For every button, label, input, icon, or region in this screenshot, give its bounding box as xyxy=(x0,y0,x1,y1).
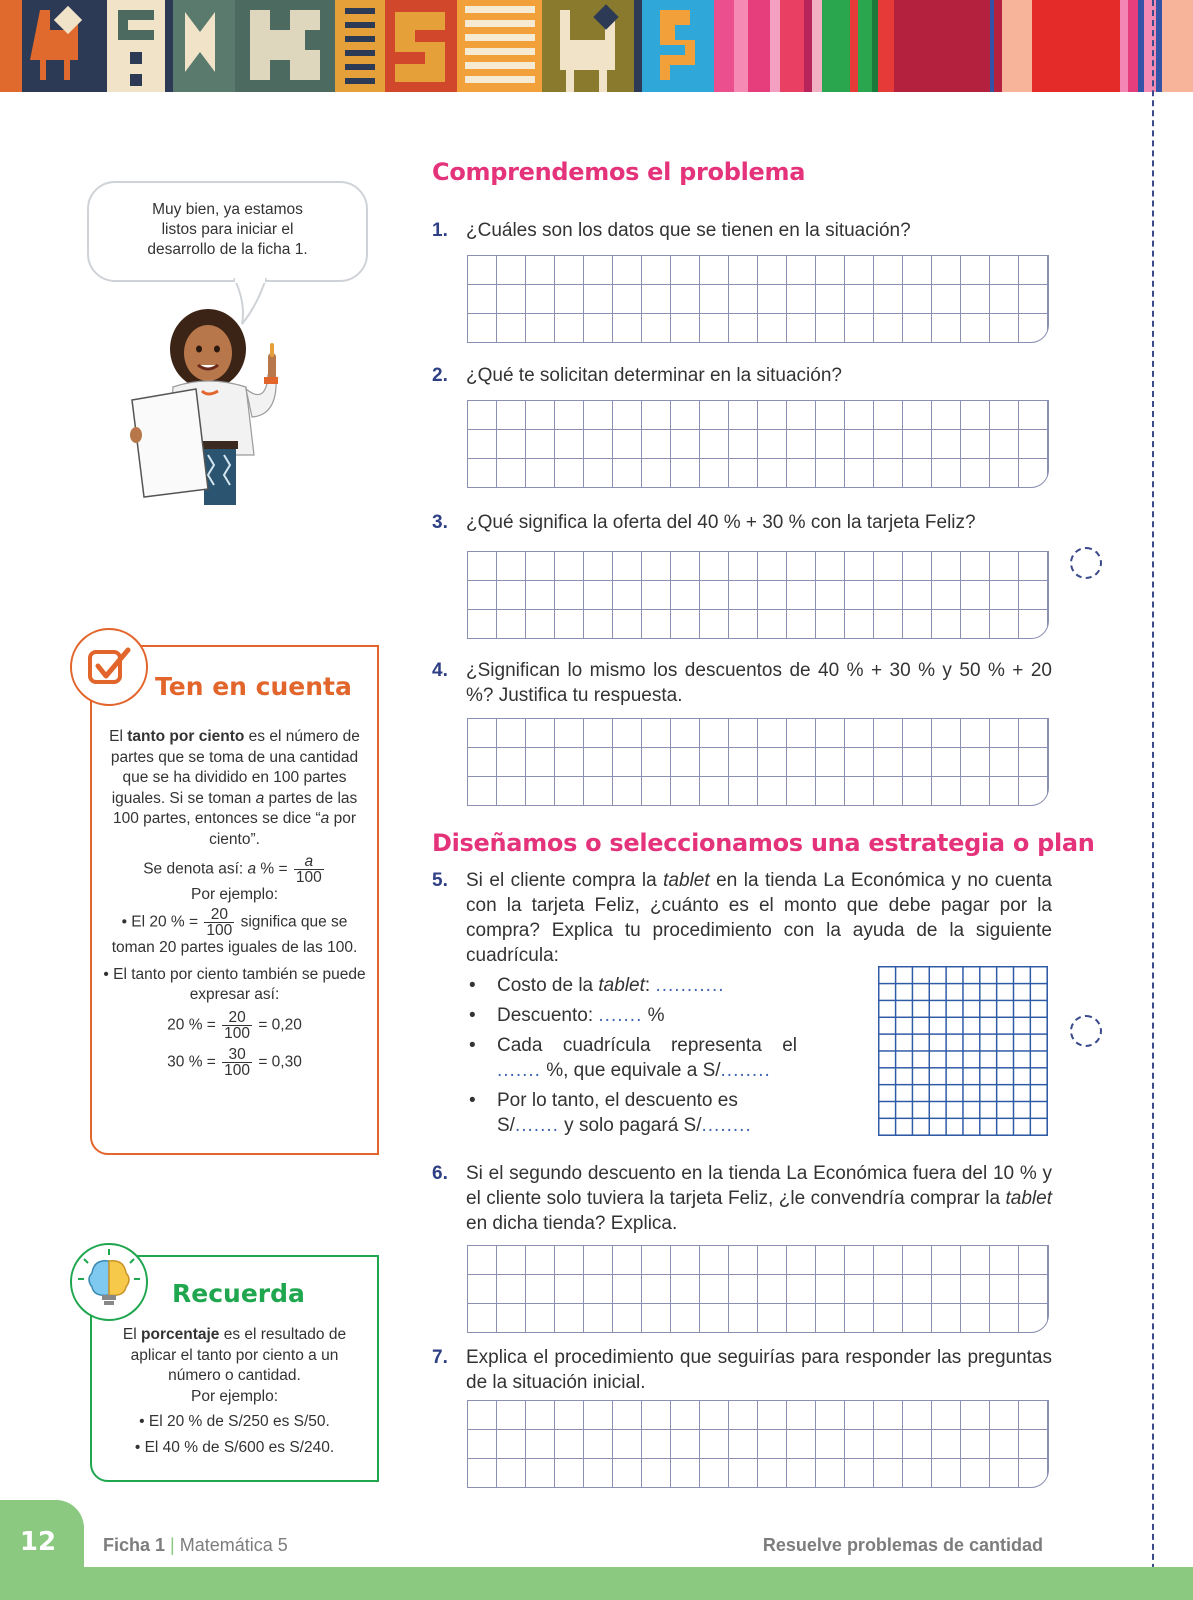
binder-hole-marker xyxy=(1070,1015,1102,1047)
question-number: 4. xyxy=(432,660,448,681)
example-item: • El tanto por ciento también se puede expresar así: xyxy=(103,965,366,1004)
question-text: ¿Significan lo mismo los descuentos de 40 % + 30 % y 50 % + 20 %? Justifica tu respuesta. xyxy=(466,660,1052,706)
example-item: • El 40 % de S/600 es S/240. xyxy=(134,1438,335,1456)
speech-line: desarrollo de la ficha 1. xyxy=(147,241,308,258)
answer-grid-3[interactable] xyxy=(467,551,1049,639)
answer-grid-7[interactable] xyxy=(467,1400,1049,1488)
hundred-square-grid[interactable] xyxy=(878,966,1048,1136)
cut-line xyxy=(1152,0,1154,1600)
example-item: • El 20 % = $\frac{20}{100}$ significa que se toman 20 partes iguales de las 100. xyxy=(111,906,358,957)
binder-hole-marker xyxy=(1070,547,1102,579)
question-number: 7. xyxy=(432,1347,448,1368)
page-number: 12 xyxy=(19,1527,57,1557)
question-3 xyxy=(432,510,1052,535)
recuerda-badge xyxy=(70,1243,148,1321)
question-number: 5. xyxy=(432,870,448,891)
bullet-discount: • Descuento: ....... % xyxy=(467,1003,797,1028)
fill-blank[interactable]: ....... xyxy=(497,1060,541,1081)
question-4 xyxy=(432,658,1052,708)
question-2 xyxy=(432,363,1052,388)
question-text: ¿Qué significa la oferta del 40 % + 30 % con la tarjeta Feliz? xyxy=(466,512,976,533)
fraction: $\frac{20}{100}$ xyxy=(206,906,233,940)
fill-blank[interactable]: ........... xyxy=(655,975,725,996)
question-text: ¿Qué te solicitan determinar en la situación? xyxy=(466,365,842,386)
question-text: ¿Cuáles son los datos que se tienen en la situación? xyxy=(466,220,911,241)
header-textile-banner xyxy=(0,0,1193,92)
checkbox-icon xyxy=(72,630,146,704)
answer-grid-2[interactable] xyxy=(467,400,1049,488)
denotation-line: Se denota así: a % = $\frac{a}{100}$ xyxy=(143,852,322,886)
footer-band xyxy=(0,1567,1193,1600)
ten-en-cuenta-title: Ten en cuenta xyxy=(155,672,352,701)
question-text: Si el cliente compra la tablet en la tienda La Económica y no cuenta con la tarjeta Feliz, ¿cuánto es el monto que debe pagar por la compra? Explica tu procedimiento con la ayuda de la siguiente cuadrícula: xyxy=(466,870,1052,966)
teacher-illustration xyxy=(128,305,293,510)
bullet-each-cell: • Cada cuadrícula representa el ....... %, que equivale a S/........ xyxy=(467,1033,797,1083)
definition-paragraph: El porcentaje es el resultado de aplicar el tanto por ciento a un número o cantidad. xyxy=(122,1326,347,1385)
footer-competency: Resuelve problemas de cantidad xyxy=(762,1535,1043,1555)
speech-line: Muy bien, ya estamos xyxy=(152,201,303,218)
fill-blank[interactable]: ........ xyxy=(701,1115,752,1136)
answer-grid-4[interactable] xyxy=(467,718,1049,806)
recuerda-title: Recuerda xyxy=(172,1279,305,1308)
section-title-disenamos: Diseñamos o seleccionamos una estrategia o plan xyxy=(432,829,1095,857)
example-label: Por ejemplo: xyxy=(190,1387,278,1405)
footer-ficha: Ficha 1 | Matemática 5 xyxy=(103,1535,288,1555)
fraction: $\frac{a}{100}$ xyxy=(295,852,322,886)
question-6 xyxy=(432,1161,1052,1236)
equation-line: 20 % = $\frac{20}{100}$ = 0,20 xyxy=(167,1008,302,1042)
bullet-total: • Por lo tanto, el descuento es S/....... y solo pagará S/........ xyxy=(467,1088,797,1138)
question-number: 6. xyxy=(432,1163,448,1184)
q5-bullet-list xyxy=(467,973,797,1143)
definition-paragraph: El tanto por ciento es el número de partes que se toma de una cantidad que se ha dividido en 100 partes iguales. Si se toman a partes de las 100 partes, entonces se dice “a por ciento”. xyxy=(109,728,360,848)
question-1 xyxy=(432,218,1052,243)
fraction: $\frac{20}{100}$ xyxy=(224,1008,251,1042)
equation-line: 30 % = $\frac{30}{100}$ = 0,30 xyxy=(167,1045,302,1079)
section-title-comprendemos: Comprendemos el problema xyxy=(432,158,806,186)
answer-grid-1[interactable] xyxy=(467,255,1049,343)
fill-blank[interactable]: ....... xyxy=(514,1115,559,1136)
speech-line: listos para iniciar el xyxy=(161,221,294,238)
question-text: Si el segundo descuento en la tienda La Económica fuera del 10 % y el cliente solo tuviera la tarjeta Feliz, ¿le convendría comprar la tablet en dicha tienda? Explica. xyxy=(466,1163,1052,1234)
recuerda-body xyxy=(103,1325,366,1459)
fill-blank[interactable]: ....... xyxy=(598,1005,643,1026)
question-text: Explica el procedimiento que seguirías para responder las preguntas de la situación inicial. xyxy=(466,1347,1052,1393)
brain-lightbulb-icon xyxy=(72,1245,146,1319)
answer-grid-6[interactable] xyxy=(467,1245,1049,1333)
example-item: • El 20 % de S/250 es S/50. xyxy=(139,1413,330,1431)
ten-en-cuenta-badge xyxy=(70,628,148,706)
ten-en-cuenta-body xyxy=(103,727,366,1078)
question-number: 2. xyxy=(432,365,448,386)
question-7 xyxy=(432,1345,1052,1395)
fill-blank[interactable]: ........ xyxy=(720,1060,771,1081)
question-number: 1. xyxy=(432,220,448,241)
question-number: 3. xyxy=(432,512,448,533)
question-5 xyxy=(432,868,1052,968)
fraction: $\frac{30}{100}$ xyxy=(224,1045,251,1079)
example-label: Por ejemplo: xyxy=(190,885,278,903)
bullet-cost: • Costo de la tablet: ........... xyxy=(467,973,797,998)
speech-bubble xyxy=(87,181,368,282)
